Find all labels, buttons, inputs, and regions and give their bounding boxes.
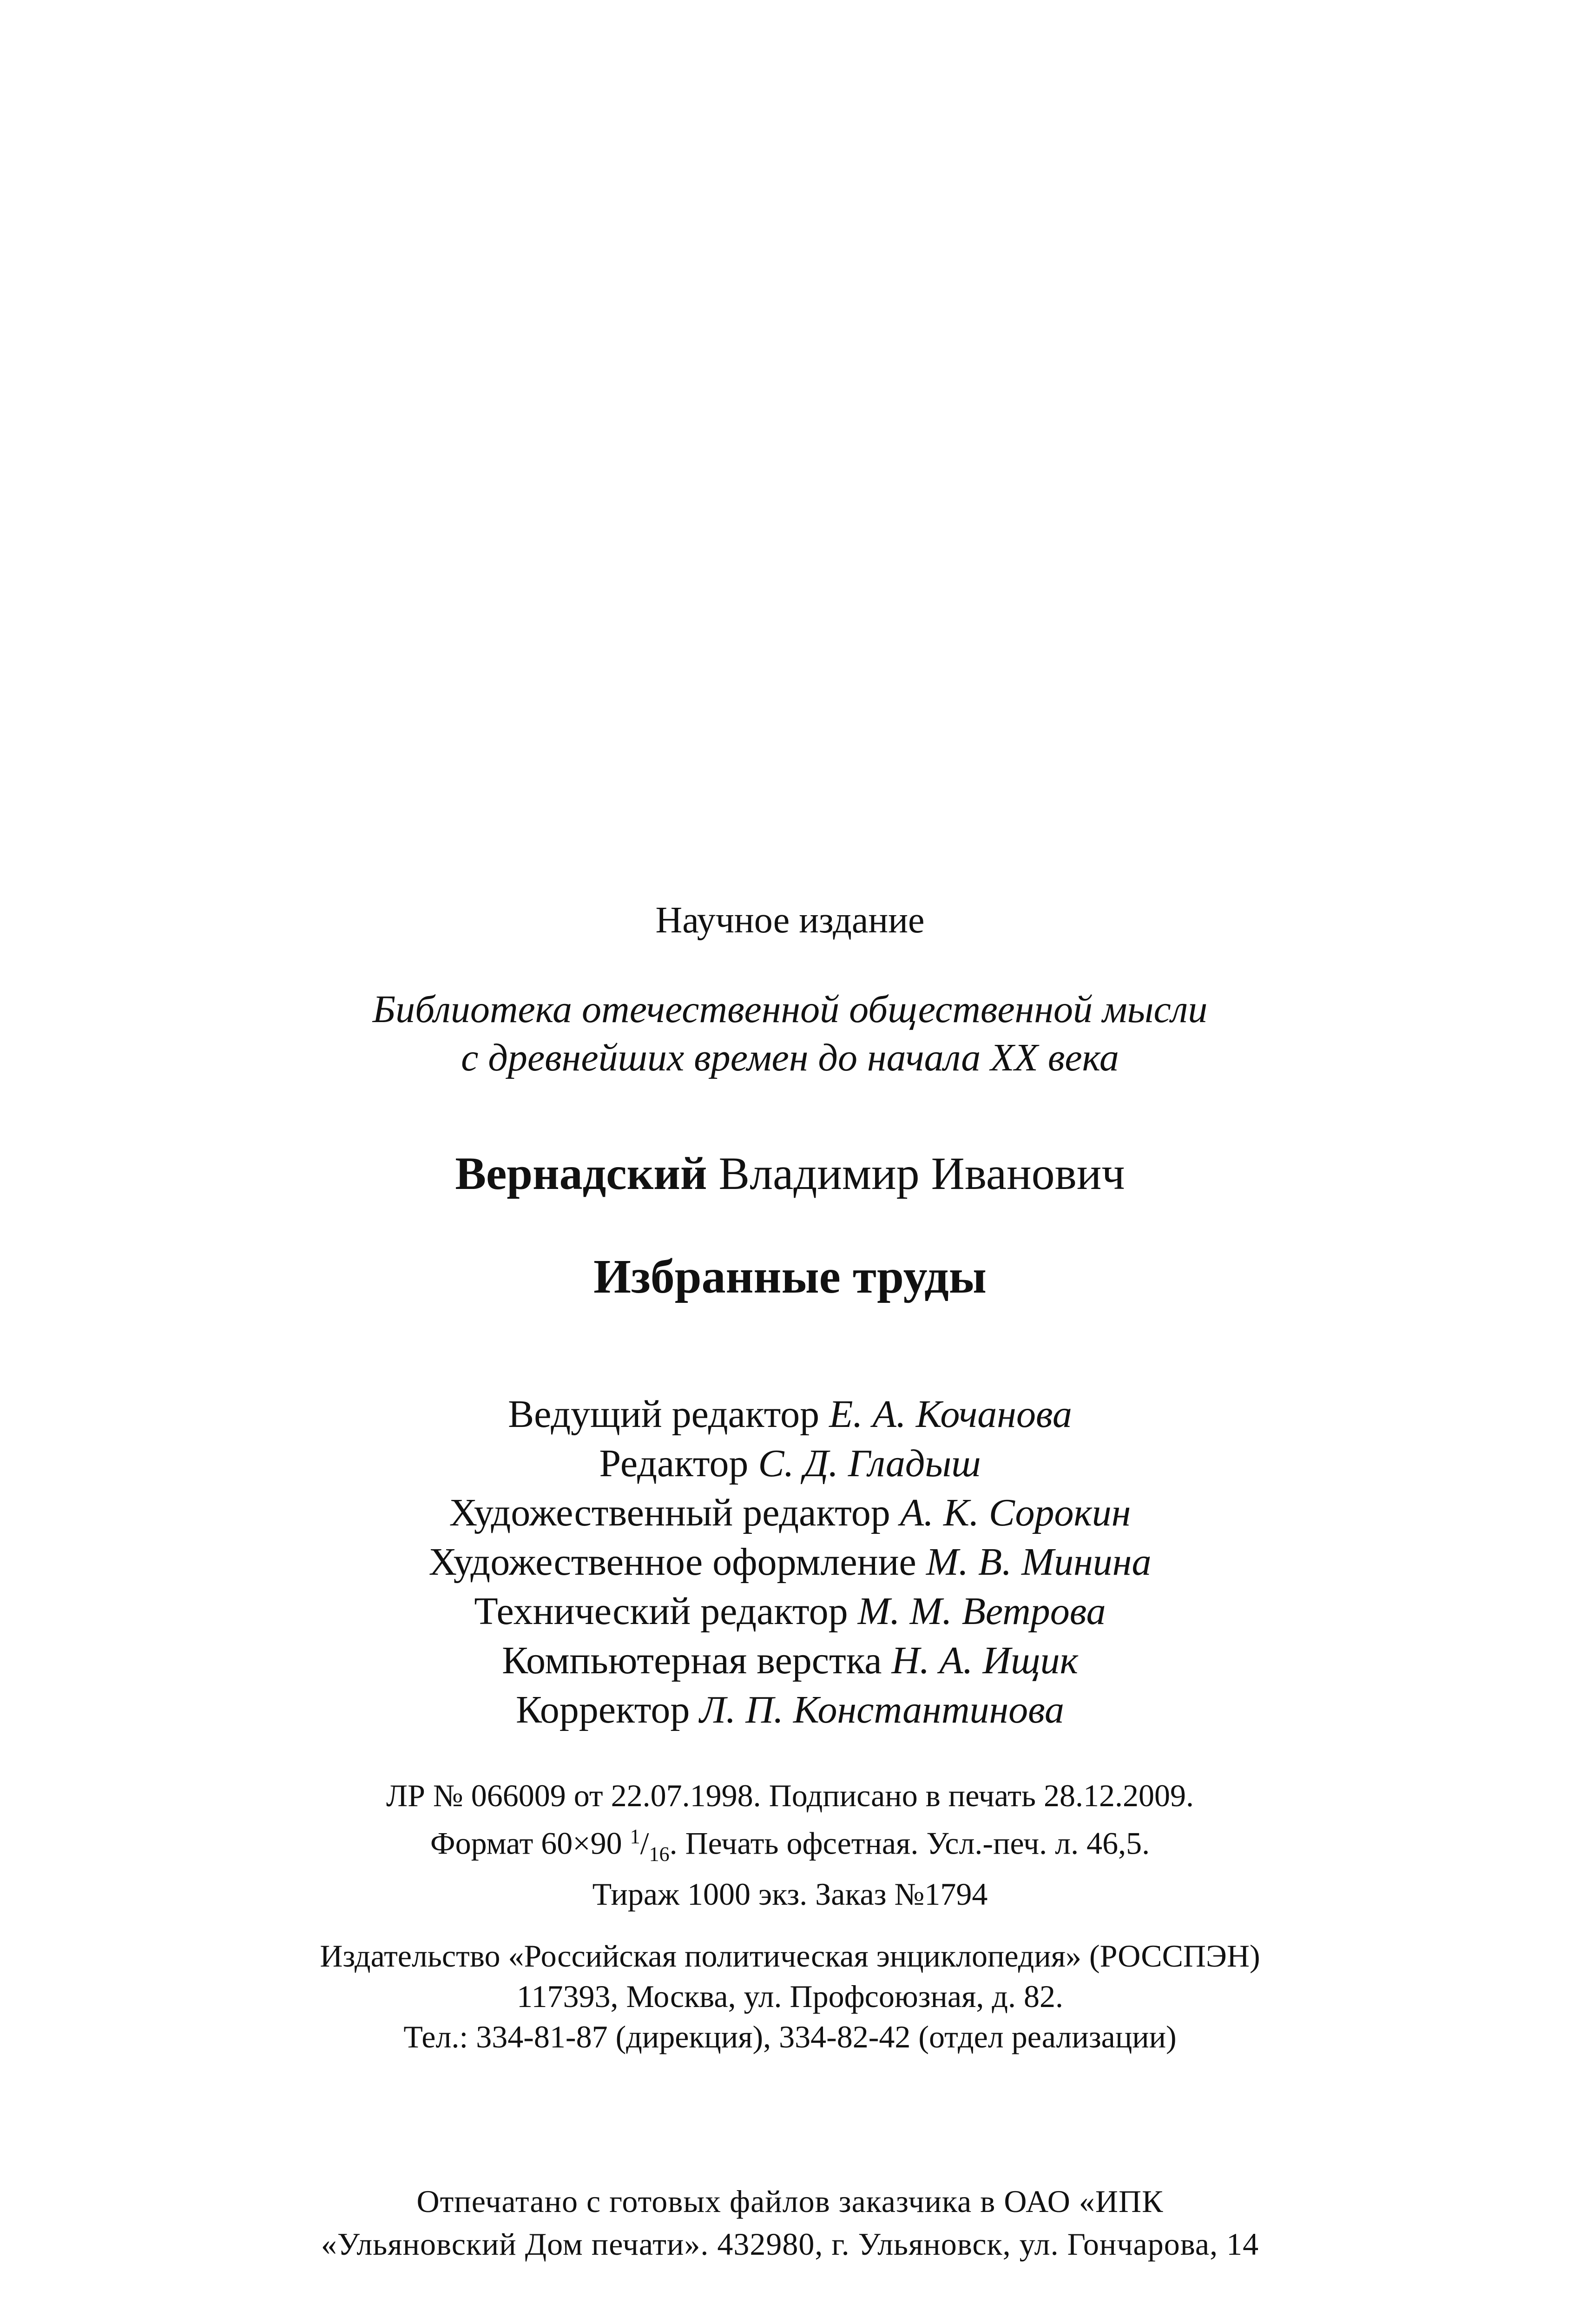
credit-line [186,1439,1394,1488]
credit-person: С. Д. Гладыш [758,1442,981,1485]
print-details-text: . Печать офсетная. Усл.-печ. л. 46,5. [669,1825,1150,1861]
credit-role: Компьютерная верстка [502,1639,882,1682]
publisher-line-1: Издательство «Российская политическая энциклопедия» (РОССПЭН) [320,1938,1260,1974]
credit-role: Ведущий редактор [508,1393,820,1436]
credit-person: Н. А. Ищик [891,1639,1078,1682]
credit-person: Л. П. Константинова [699,1688,1065,1731]
credit-person: А. К. Сорокин [900,1491,1131,1534]
credit-person: М. В. Минина [926,1540,1152,1584]
book-title-text: Избранные труды [593,1250,987,1303]
credit-person: Е. А. Кочанова [829,1393,1072,1436]
credit-person: М. М. Ветрова [857,1590,1106,1633]
imprint-line-1: ЛР № 066009 от 22.07.1998. Подписано в печать 28.12.2009. [386,1778,1194,1813]
author-name [186,1146,1394,1202]
edition-type [186,897,1394,944]
credit-line [186,1488,1394,1538]
credit-line [186,1390,1394,1439]
credit-role: Редактор [599,1442,749,1485]
credit-role: Корректор [515,1688,690,1731]
format-text: Формат 60×90 [430,1825,630,1861]
printer-line-1: Отпечатано с готовых файлов заказчика в ОАО «ИПК [416,2184,1164,2219]
credit-role: Художественное оформление [428,1540,916,1584]
book-title [186,1248,1394,1306]
imprint-line-2 [186,1816,1394,1874]
imprint-line-3: Тираж 1000 экз. Заказ №1794 [592,1876,988,1912]
author-surname: Вернадский [455,1148,707,1199]
credit-role: Художественный редактор [449,1491,890,1534]
credit-line [186,1636,1394,1685]
imprint-details [186,1776,1394,1915]
edition-type-text: Научное издание [655,900,925,941]
credit-line [186,1538,1394,1587]
credits-list [186,1390,1394,1735]
publisher-address: 117393, Москва, ул. Профсоюзная, д. 82. [517,1979,1063,2014]
printer-info [186,2180,1394,2265]
series-line-2: с древнейших времен до начала XX века [461,1036,1119,1079]
fraction-denominator: 16 [649,1842,670,1866]
publisher-info [186,1936,1394,2057]
fraction-numerator: 1 [630,1825,640,1848]
series-title [186,985,1394,1082]
credit-line [186,1685,1394,1735]
credit-role: Технический редактор [474,1590,848,1633]
author-given-names: Владимир Иванович [718,1148,1125,1199]
printer-line-2: «Ульяновский Дом печати». 432980, г. Ульяновск, ул. Гончарова, 14 [321,2226,1259,2262]
format-fraction: $^1/_{16}$ [630,1825,670,1866]
publisher-phones: Тел.: 334-81-87 (дирекция), 334-82-42 (отдел реализации) [403,2019,1177,2054]
series-line-1: Библиотека отечественной общественной мысли [372,988,1208,1031]
credit-line [186,1587,1394,1636]
